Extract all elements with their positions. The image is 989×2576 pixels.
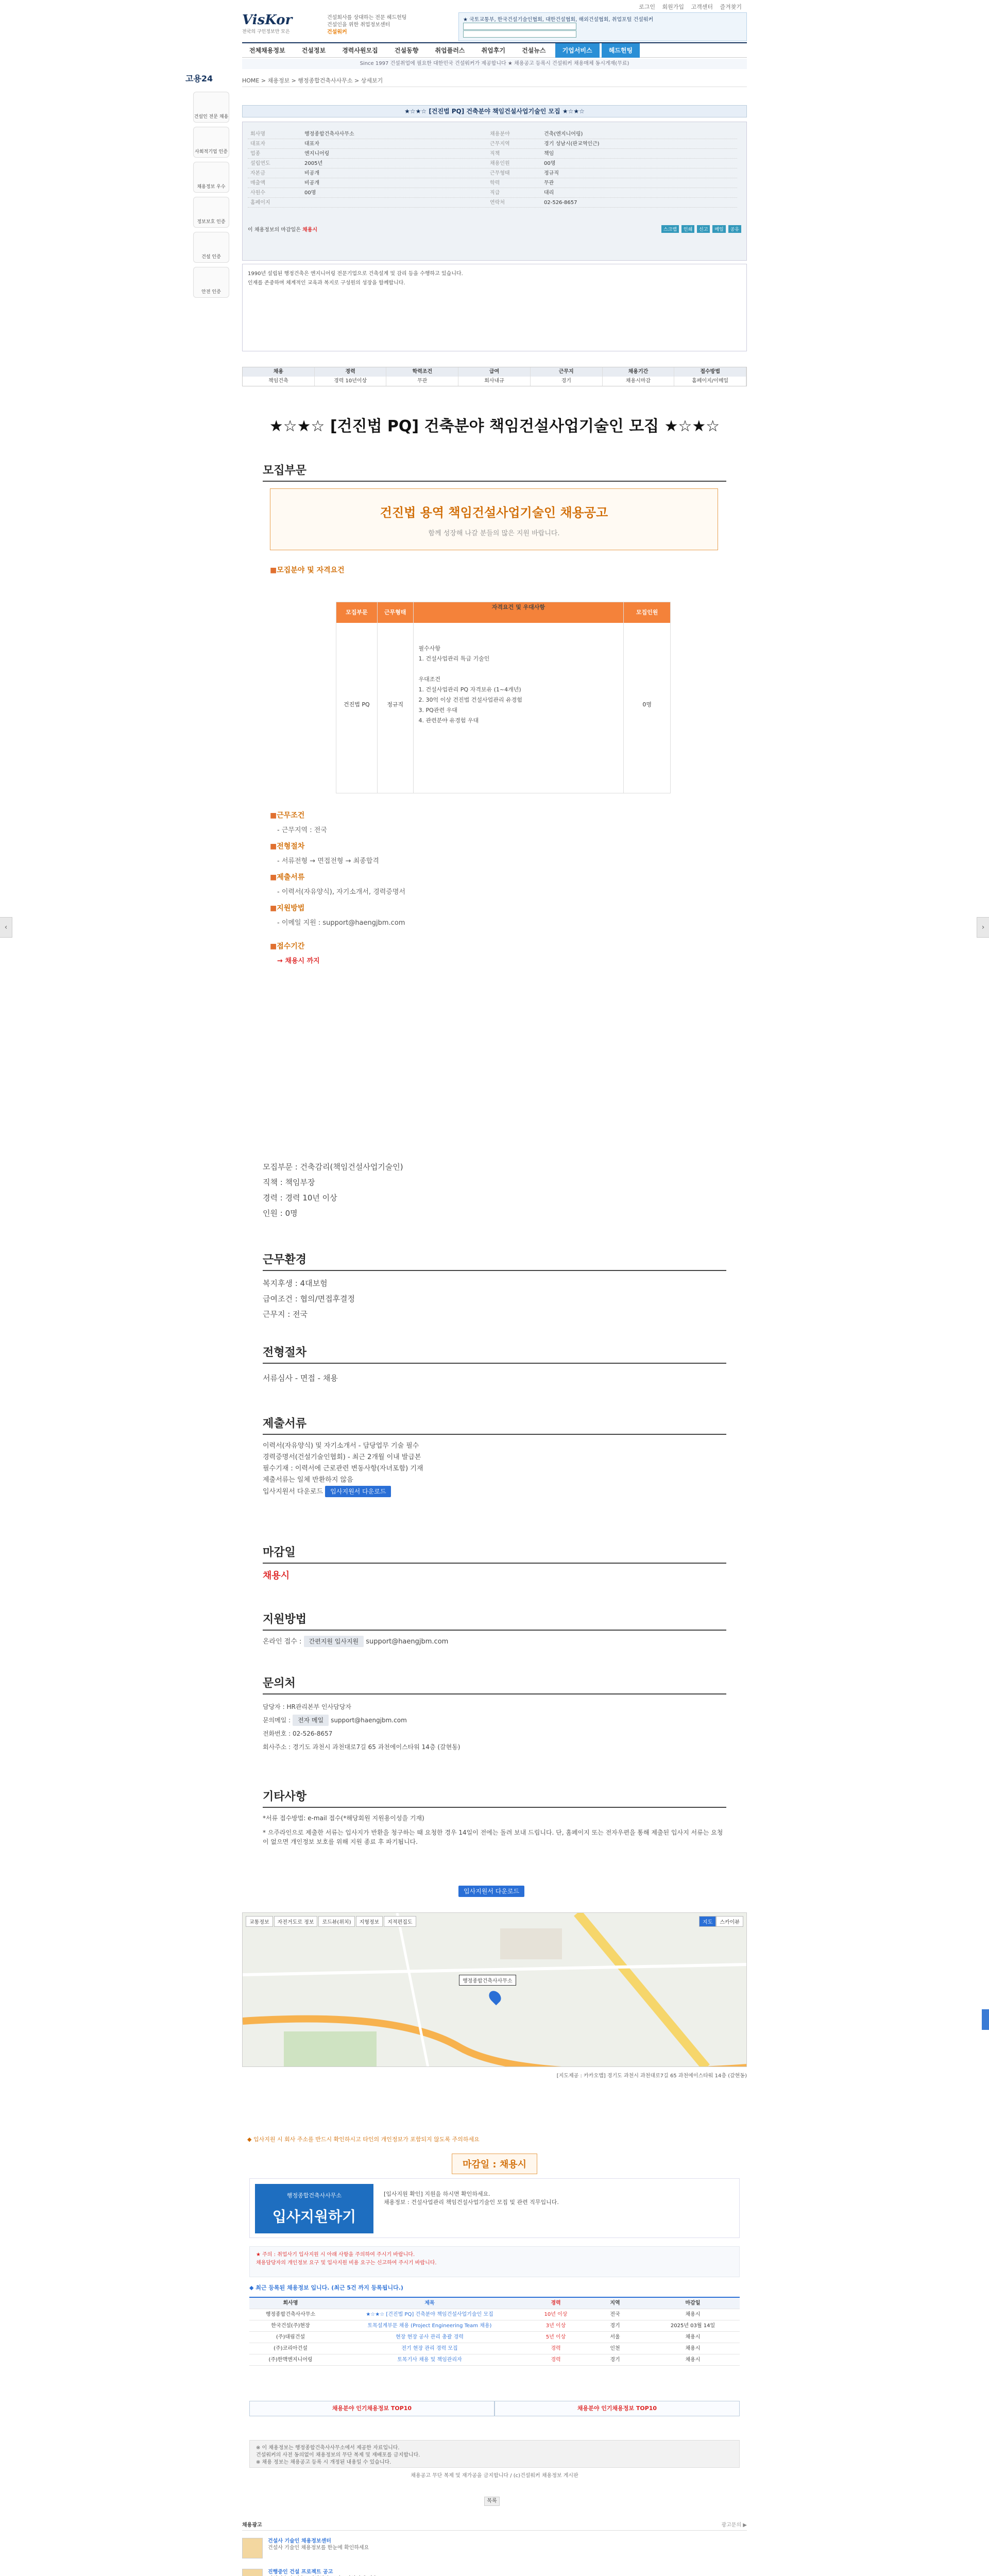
related-header-cell: 회사명 [283,2300,298,2306]
other-download [458,1886,524,1897]
info-row [248,188,737,198]
map-credit[interactable]: [지도제공 : 카카오맵] 경기도 과천시 과천대로7길 65 과천에이스타워 14층 (갈현동) [556,2073,747,2079]
ads-more-link[interactable]: 광고문의 ▶ [721,2522,747,2528]
ads-title [242,2520,747,2531]
related-cell: 경력 [551,2357,561,2363]
requirement-line [419,664,619,674]
summary-table [242,367,747,386]
top10-link[interactable]: 채용분야 인기채용정보 TOP10 [249,2401,494,2416]
info-row [248,149,737,159]
badge: 정보보호 인증 [193,197,229,228]
related-cell: 채용시 [685,2346,701,2351]
requirement-line: 우대조건 [418,676,441,683]
deadline-value: 채용시 [263,1570,290,1581]
info-row [248,139,737,149]
related-cell: 행정종합건축사사무소 [265,2312,316,2317]
contact-line: 회사주소 : 경기도 과천시 과천대로7길 65 과천에이스타워 14층 (갈현동) [263,1743,461,1751]
nav-item-highlight[interactable]: 기업서비스 [555,43,600,58]
info-row [248,159,737,168]
title-bar: ★☆★☆ [건진법 PQ] 건축분야 책임건설사업기술인 모집 ★☆★☆ [242,105,747,117]
prev-arrow-button[interactable]: ‹ [0,917,12,938]
badge: 채용정보 우수 [193,162,229,193]
related-cell: 채용시 [685,2334,701,2340]
related-jobs-table [249,2297,740,2366]
contact-mail-label: 문의메일 : [263,1717,291,1724]
info-label: 업종 [250,151,261,157]
job-count: 0명 [642,701,652,708]
summary-cell: 경력 10년이상 [315,377,387,386]
apply-info [263,1634,448,1650]
info-label: 직급 [490,190,500,196]
other-line: *서류 접수방법: e-mail 접수(*해당회원 지원용이성을 기재) [263,1815,424,1822]
signup-link[interactable]: 회원가입 [662,4,684,10]
related-cell: 전국 [610,2312,620,2317]
bookmark-link[interactable]: 즐겨찾기 [720,4,742,10]
map-tab[interactable]: 로드뷰(위치) [318,1916,354,1927]
recruit-heading: ■ 모집분야 및 자격요건 [270,565,345,575]
info-value: 대리 [544,190,554,196]
info-value: 경기 성남시(판교역인근) [544,141,600,147]
docs-line: 필수기재 : 이력서에 근로관련 변동사항(자녀포함) 기재 [263,1465,423,1472]
ads-title-text: 채용광고 [242,2522,262,2528]
job-title: ★☆★☆ [건진법 PQ] 건축분야 책임건설사업기술인 모집 ★☆★☆ [269,417,720,435]
slogan [327,14,430,36]
section-work-env: 근무환경 [263,1251,726,1271]
job-table [336,602,671,793]
info-row [248,198,737,208]
caution-line: ★ 주의 : 취업사기 입사지원 시 아래 사항을 주의하여 주시기 바랍니다. [256,2252,415,2258]
docs-line: 제출서류는 일체 반환하지 않음 [263,1476,353,1484]
process-line: - 서류전형 → 면접전형 → 최종합격 [277,857,379,865]
nav-item-highlight[interactable]: 헤드헌팅 [602,43,640,58]
contact-line: 전화번호 : 02-526-8657 [263,1730,333,1737]
info-label: 근무지역 [490,141,510,147]
recruit-detail [263,1159,403,1221]
job-field: 건진법 PQ [336,623,378,793]
info-value: 2005년 [304,161,323,166]
company-description [242,264,747,351]
docs-form-label: 입사지원서 다운로드 [263,1488,323,1496]
map-mode[interactable]: 스카이뷰 [716,1916,743,1927]
ad-desc: 건설사 기술인 채용정보를 한눈에 확인하세요 [268,2545,369,2551]
related-cell: (주)한맥엔지니어링 [268,2357,313,2363]
info-value: 02-526-8657 [544,200,577,206]
job-table-row [336,623,670,793]
badge: 건설인 전문 채용 [193,92,229,123]
summary-row [243,377,746,386]
table-row[interactable] [249,2343,740,2354]
related-cell: 경기 [610,2323,620,2329]
job-table-header [336,602,670,623]
related-cell: (주)대림건설 [276,2334,305,2340]
deadline-tagline [248,225,317,233]
section-recruit: 모집부문 [263,462,726,482]
info-value: 엔지니어링 [304,151,330,157]
col-header: 자격요건 및 우대사항 [414,602,624,623]
related-cell: 3년 이상 [545,2323,566,2329]
summary-cell: 책임건축 [243,377,315,386]
map-tab[interactable]: 교통정보 [246,1916,273,1927]
other-line: * 으주라인으로 제출한 서류는 입사지가 반환을 청구하는 때 요청한 경우 14일이 전에는 돌려 보내 드립니다. 단, 홈페이지 또는 전자우편을 통해 제출된 입사지 서류는 요청이 없으면 개인정보 보호를 위해 지원 종료 후 파기됩니다. [263,1829,723,1845]
deadline-line: → 채용시 까지 [277,957,320,965]
info-label: 근무형태 [490,171,510,176]
docs-line: 이력서(자유양식) 및 자기소개서 - 담당업무 기술 필수 [263,1442,419,1450]
related-header-cell: 지역 [610,2300,620,2306]
top-bar [242,0,747,12]
info-value: 정규직 [544,171,559,176]
notice-bar: Since 1997 건설취업에 필요한 대한민국 건설워커가 제공합니다 ★ 채용공고 등록시 건설워커 채용매체 동시게재(무료) [242,59,747,69]
requirement-line: 필수사항 [418,645,441,652]
requirement-line: 3. PQ관련 우대 [418,707,457,714]
badge: 안전 인증 [193,267,229,298]
apply-line-text: - 이메일 지원 [277,919,316,927]
support-link[interactable]: 고객센터 [691,4,713,10]
breadcrumb: HOME > 채용정보 > 행정종합건축사사무소 > 상세보기 [242,75,747,87]
logo-sub: 전국의 구인정보만 모은 [242,29,290,35]
share-button[interactable]: 공유 [728,225,741,233]
nav-item[interactable]: 전체채용정보 [249,47,285,54]
logo-text: VisKor [242,12,293,28]
info-label: 설립연도 [250,161,270,166]
detail-line: 직책 : 책임부장 [263,1178,315,1187]
nav-item[interactable]: 취업플러스 [435,47,465,54]
info-value: 무관 [544,180,554,186]
info-label: 홈페이지 [250,200,270,206]
info-value: 00명 [544,161,556,166]
map-tab[interactable]: 지형정보 [356,1916,383,1927]
col-header: 모집인원 [636,609,658,616]
action-buttons [660,225,741,233]
job-type: 정규직 [378,623,414,793]
scrap-button[interactable]: 스크랩 [661,225,679,233]
summary-cell: 홈페이지/이메일 [674,377,746,386]
ad-title: 건설사 기술인 채용정보센터 [268,2538,331,2544]
note-line: ※ 이 채용정보는 행정종합건축사사무소에서 제공한 자료입니다. [256,2445,400,2451]
desc-line: 인재를 존중하며 체계적인 교육과 복지로 구성원의 성장을 함께합니다. [248,280,405,286]
slogan-line: 건설회사를 상대하는 전문 헤드헌팅 [327,15,407,21]
apply-company: 행정종합건축사사무소 [286,2192,342,2199]
section-contact: 문의처 [263,1674,726,1694]
ad-title: 진행중인 건설 프로젝트 공고 [268,2569,333,2575]
caution-line: 채용담당자의 개인정보 요구 및 입사지원 비용 요구는 신고하여 주시기 바랍니다. [256,2260,437,2266]
map[interactable] [242,1912,747,2067]
company-info-box [242,122,747,261]
info-row [248,178,737,188]
contact-list [263,1700,461,1754]
info-value: 행정종합건축사사무소 [304,131,354,137]
info-label: 매출액 [250,180,265,186]
info-label: 채용분야 [490,131,510,137]
info-label: 사원수 [250,190,265,196]
main-nav [242,42,747,58]
related-cell: 경력 [551,2346,561,2351]
ad-image [242,2538,263,2558]
search-input-2[interactable] [463,30,576,38]
apply-box [249,2178,740,2238]
ad-image [242,2569,263,2576]
section-apply: 지원방법 [263,1611,726,1631]
badge: 건설 인증 [193,232,229,263]
contact-line: 담당자 : HR관리본부 인사담당자 [263,1703,351,1710]
mail-button[interactable]: 메일 [712,225,725,233]
other-list [263,1814,726,1846]
work-env-list [263,1276,355,1322]
summary-cell: 무관 [386,377,458,386]
detail-line: 인원 : 0명 [263,1209,298,1218]
related-header-cell: 경력 [551,2300,561,2306]
info-label: 회사명 [250,131,265,137]
ads [242,2520,747,2576]
info-value: 건축(엔지니어링) [544,131,583,137]
nav-item[interactable]: 건설동향 [394,47,419,54]
related-cell: 인천 [610,2346,620,2351]
report-button[interactable]: 신고 [697,225,710,233]
map-mode[interactable]: 지도 [699,1916,716,1927]
summary-cell: 경기 [531,377,603,386]
info-value: 00명 [304,190,316,196]
nav-item[interactable]: 경력사원모집 [342,47,378,54]
section-other: 기타사항 [263,1788,726,1808]
nav-item[interactable]: 취업후기 [481,47,505,54]
section-deadline: 마감일 [263,1544,726,1564]
info-label: 학력 [490,180,500,186]
apply-email[interactable]: support@haengjbm.com [366,1638,449,1646]
apply-online-label: 온라인 접수 : [263,1638,302,1646]
docs-list [263,1440,423,1498]
slogan-brand: 건설워커 [327,29,347,35]
map-tab[interactable]: 지적편집도 [384,1916,416,1927]
top10-link[interactable]: 채용분야 인기채용정보 TOP10 [494,2401,740,2416]
summary-header [243,367,746,377]
summary-header-cell: 급여 [458,367,531,377]
email-button[interactable]: 전자 메일 [293,1715,329,1726]
download-form-button[interactable]: 입사지원서 다운로드 [325,1486,391,1497]
related-cell: 채용시 [685,2357,701,2363]
related-cell: 10년 이상 [544,2312,568,2317]
nav-item[interactable]: 건설뉴스 [522,47,546,54]
summary-header-cell: 채용 [243,367,315,377]
info-value: 비공개 [304,171,319,176]
map-pin-label: 행정종합건축사사무소 [459,1975,516,1986]
job-requirements [414,623,624,793]
desc-line: 1990년 설립된 행정건축은 엔지니어링 전문기업으로 건축설계 및 감리 등을 수행하고 있습니다. [248,271,463,277]
side-tab[interactable] [982,2009,989,2030]
ad-item[interactable] [242,2569,747,2576]
summary-cell: 채용시마감 [603,377,675,386]
related-title: ◆ 최근 등록된 채용정보 입니다. (최근 5건 까지 등록됩니다.) [249,2284,403,2291]
info-row [248,168,737,178]
docs-heading: ■ 제출서류 [270,872,304,882]
related-cell: 2025년 03월 14일 [670,2323,715,2329]
info-value: 비공개 [304,180,319,186]
ad-item[interactable] [242,2538,747,2562]
summary-cell: 회사내규 [458,377,531,386]
apply-heading: ■ 지원방법 [270,903,304,913]
hire-band [270,488,718,550]
footnote: 채용공고 무단 복제 및 재가공을 금지합니다 / (c)건설워커 채용정보 게시판 [411,2473,578,2479]
requirement-line: 1. 건설사업관리 PQ 자격보유 (1~4개년) [418,686,521,693]
info-label: 직책 [490,151,500,157]
requirement-line: 2. 30억 이상 건진법 건설사업관리 유경험 [418,697,522,703]
process-text: 서류심사 - 면접 - 채용 [263,1374,338,1383]
docs-line: - 이력서(자유양식), 자기소개서, 경력증명서 [277,888,405,896]
top10-bar [249,2401,740,2416]
download-button[interactable]: 입사지원서 다운로드 [458,1886,524,1897]
related-cell[interactable]: 현장 현장 공사 관리 총괄 경력 [396,2334,464,2340]
deadline-heading: ■ 접수기간 [270,941,304,951]
col-header: 모집부문 [336,602,378,623]
apply-text-line: [입사지원 확인] 지원을 하시면 확인하세요. [384,2191,490,2197]
table-row[interactable] [249,2309,740,2320]
requirement-line: 1. 건설사업관리 특급 기술인 [418,655,490,662]
top-links [634,3,742,11]
map-modes [699,1916,743,1927]
related-cell: 경기 [610,2357,620,2363]
env-line: 급여조건 : 협의/면접후결정 [263,1294,355,1303]
related-header [249,2298,740,2309]
work-cond-line: - 근무지역 : 전국 [277,826,327,834]
related-header-cell: 마감일 [685,2300,701,2306]
apply-line: - 이메일 지원 : support@haengjbm.com [277,919,405,927]
slogan-line: 건설인을 위한 취업정보센터 [327,22,390,28]
info-label: 대표자 [250,141,265,147]
related-cell: 채용시 [685,2312,701,2317]
caution-box [249,2246,740,2277]
left-sidebar [185,72,237,302]
related-cell[interactable]: 토목기사 채용 및 책임관리자 [397,2357,462,2363]
company-info-table [248,129,737,208]
summary-header-cell: 채용기간 [603,367,675,377]
map-tab[interactable]: 자전거도로 정보 [274,1916,318,1927]
process-heading: ■ 전형절차 [270,841,304,851]
note-line: ※ 채용 정보는 채용공고 등록 시 개정된 내용일 수 있습니다. [256,2460,391,2465]
env-line: 복지후생 : 4대보험 [263,1279,328,1288]
summary-header-cell: 근무지 [531,367,603,377]
hire-band-sub: 함께 성장해 나갈 분들의 많은 지원 바랍니다. [428,530,560,537]
related-cell: (주)코리아건설 [274,2346,308,2351]
docs-line: 경력증명서(건설기술인협회) - 최근 2개월 이내 발급본 [263,1453,421,1461]
info-value: 대표자 [304,141,319,147]
env-line: 근무지 : 전국 [263,1310,308,1319]
list-button[interactable]: 목록 [484,2497,500,2506]
info-label: 연락처 [490,200,505,206]
related-header-cell: 제목 [424,2300,435,2306]
table-row[interactable] [249,2332,740,2343]
info-label: 채용인원 [490,161,510,166]
quick-apply-button[interactable]: 간편지원 입사지원 [304,1636,364,1647]
tagline-red: 채용시 [302,227,318,233]
login-link[interactable]: 로그인 [639,4,655,10]
apply-button[interactable] [255,2184,373,2233]
badge: 사회적기업 인증 [193,127,229,158]
summary-header-cell: 접수방법 [674,367,746,377]
next-arrow-button[interactable]: › [977,917,989,938]
map-tabs [246,1916,417,1927]
col-header: 근무형태 [378,602,414,623]
apply-label: 입사지원하기 [272,2208,356,2225]
section-docs: 제출서류 [263,1415,726,1435]
contact-email[interactable]: support@haengjbm.com [331,1717,407,1724]
apply-email-link[interactable]: support@haengjbm.com [322,919,405,927]
map-roads [243,1913,747,2067]
summary-header-cell: 학력조건 [386,367,458,377]
table-row[interactable] [249,2354,740,2366]
deadline-bar [242,2154,747,2174]
summary-header-cell: 경력 [315,367,387,377]
related-cell: 서울 [610,2334,620,2340]
related-cell[interactable]: ★☆★☆ [건진법 PQ] 건축분야 책임건설사업기술인 모집 [366,2312,493,2317]
info-note [249,2440,740,2468]
detail-line: 모집부문 : 건축감리(책임건설사업기술인) [263,1162,403,1172]
requirement-line: 4. 관련분야 유경험 우대 [418,717,479,724]
apply-text [384,2190,559,2207]
search-box [458,12,747,41]
deadline-bar-text: 마감일 : 채용시 [452,2154,537,2174]
apply-text-line: 채용정보 : 건설사업관리 책임건설사업기술인 모집 및 관련 직무입니다. [384,2199,559,2206]
note-line: 건설워커의 사전 동의없이 채용정보의 무단 복제 및 재배포를 금지합니다. [256,2452,420,2458]
related-cell: 한국건설(주)현장 [271,2323,310,2329]
search-banner: ★ 국토교통부, 한국건설기술인협회, 대한건설협회, 해외건설협회, 취업포털 건설워커 [463,17,654,23]
logo[interactable] [242,12,325,38]
detail-line: 경력 : 경력 10년 이상 [263,1193,337,1202]
gov-logo[interactable]: 고용24 [185,74,213,83]
info-row [248,129,737,139]
print-button[interactable]: 인쇄 [681,225,694,233]
search-input[interactable] [463,23,576,30]
nav-item[interactable]: 건설정보 [301,47,326,54]
hire-band-title: 건진법 용역 책임건설사업기술인 채용공고 [380,505,608,520]
table-row[interactable] [249,2320,740,2332]
work-cond-heading: ■ 근무조건 [270,810,304,820]
warning-line: ◆ 입사지원 시 회사 주소를 반드시 확인하시고 타인의 개인정보가 포함되지 않도록 주의하세요 [247,2136,480,2143]
related-cell[interactable]: 전기 현장 관리 경력 모집 [401,2346,458,2351]
tagline-text: 이 채용정보의 마감일은 [248,227,301,233]
info-label: 자본금 [250,171,265,176]
related-cell[interactable]: 토목설계부문 채용 (Project Engineering Team 채용) [367,2323,492,2329]
section-process: 전형절차 [263,1344,726,1364]
related-cell: 5년 이상 [545,2334,566,2340]
info-value: 책임 [544,151,554,157]
